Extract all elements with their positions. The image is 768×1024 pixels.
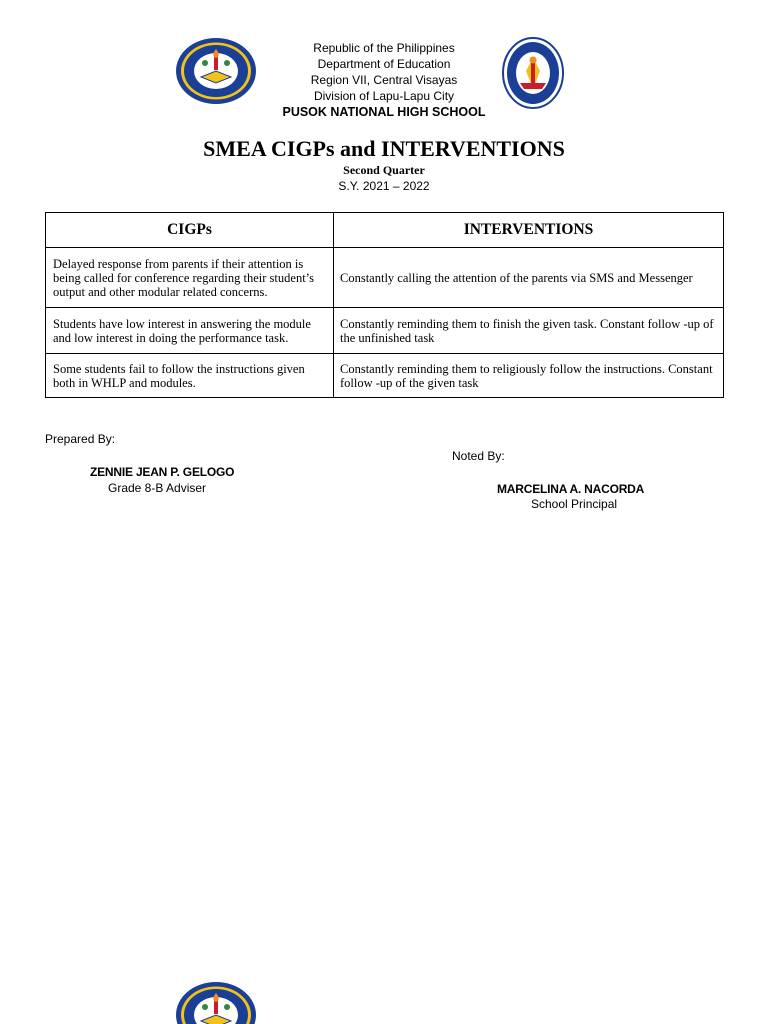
header-line-division: Division of Lapu-Lapu City [313,89,455,103]
school-year: S.Y. 2021 – 2022 [338,179,430,193]
deped-seal-icon [502,37,564,109]
header-line-region: Region VII, Central Visayas [310,73,458,87]
prepared-by-label: Prepared By: [45,432,116,446]
intervention-cell: Constantly reminding them to finish the given task. Constant follow -up of the unfinished task [334,308,724,354]
table-row [46,248,724,308]
school-seal-icon [175,981,257,1024]
header-cigps: CIGPs [46,213,334,248]
table-row [46,354,724,398]
cigp-cell: Some students fail to follow the instructions given both in WHLP and modules. [46,354,334,398]
table-header-row [46,213,724,248]
document-title: SMEA CIGPs and INTERVENTIONS [203,136,565,161]
noted-by-label: Noted By: [452,449,505,463]
cigp-cell: Delayed response from parents if their attention is being called for conference regarding their student’s output and other modular related concerns. [46,248,334,308]
table-row [46,308,724,354]
quarter-label: Second Quarter [343,163,425,177]
header-line-republic: Republic of the Philippines [313,41,455,55]
prepared-by-role: Grade 8-B Adviser [108,481,207,495]
cigps-table [45,212,724,398]
header-line-department: Department of Education [317,57,451,71]
noted-by-name: MARCELINA A. NACORDA [497,482,645,496]
noted-by-role: School Principal [531,497,618,511]
intervention-cell: Constantly calling the attention of the parents via SMS and Messenger [334,248,724,308]
cigp-cell: Students have low interest in answering the module and low interest in doing the performance task. [46,308,334,354]
school-name: PUSOK NATIONAL HIGH SCHOOL [282,105,486,119]
intervention-cell: Constantly reminding them to religiously follow the instructions. Constant follow -up of the given task [334,354,724,398]
header-interventions: INTERVENTIONS [334,213,724,248]
prepared-by-name: ZENNIE JEAN P. GELOGO [90,465,235,479]
